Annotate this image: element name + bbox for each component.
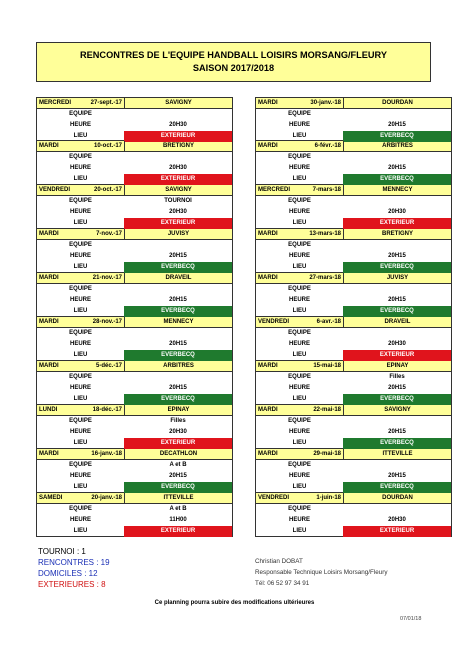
lieu-value: EVERBECQ [343, 482, 451, 493]
match-header [37, 493, 232, 504]
match-header [256, 229, 451, 240]
equipe-value [343, 460, 451, 471]
heure-row [256, 339, 451, 350]
lieu-label: LIEU [73, 484, 88, 490]
heure-label: HEURE [69, 209, 91, 215]
equipe-value [124, 240, 232, 251]
lieu-value: EXTERIEUR [343, 350, 451, 361]
heure-label: HEURE [69, 253, 91, 259]
lieu-label: LIEU [292, 220, 307, 226]
heure-row [256, 163, 451, 174]
match-opponent: ITTEVILLE [124, 493, 232, 503]
equipe-row [256, 460, 451, 471]
equipe-value: A et B [169, 506, 187, 512]
match-header [256, 493, 451, 504]
heure-label: HEURE [288, 473, 310, 479]
equipe-row [37, 240, 232, 251]
heure-row [256, 427, 451, 438]
heure-label: HEURE [69, 341, 91, 347]
lieu-value: EVERBECQ [343, 306, 451, 317]
match-header [256, 185, 451, 196]
equipe-value [124, 152, 232, 163]
match-date: 6-avr.-18 [316, 319, 341, 325]
match-header [256, 141, 451, 152]
match-header [37, 141, 232, 152]
lieu-row [37, 262, 232, 273]
match-opponent: SAVIGNY [124, 185, 232, 195]
heure-value: 20H30 [388, 341, 406, 347]
equipe-label: EQUIPE [69, 111, 92, 117]
match-opponent: MENNECY [124, 317, 232, 327]
season-title: SAISON 2017/2018 [192, 63, 275, 73]
heure-row [256, 207, 451, 218]
equipe-value [343, 328, 451, 339]
equipe-value: A et B [169, 462, 187, 468]
lieu-label: LIEU [73, 528, 88, 534]
heure-label: HEURE [288, 165, 310, 171]
match-date: 27-mars-18 [309, 275, 341, 281]
lieu-row [256, 482, 451, 493]
heure-label: HEURE [69, 517, 91, 523]
lieu-value: EVERBECQ [343, 394, 451, 405]
heure-value: 20H15 [388, 429, 406, 435]
equipe-label: EQUIPE [69, 286, 92, 292]
match-header [37, 98, 232, 109]
season-summary [38, 546, 110, 590]
match-date: 16-janv.-18 [91, 451, 122, 457]
print-date: 07/01/18 [400, 616, 422, 622]
lieu-row [37, 174, 232, 185]
equipe-row [37, 416, 232, 427]
lieu-label: LIEU [73, 308, 88, 314]
equipe-label: EQUIPE [288, 374, 311, 380]
lieu-value: EVERBECQ [124, 482, 232, 493]
match-date: 15-mai-18 [313, 363, 341, 369]
lieu-value: EVERBECQ [124, 394, 232, 405]
equipe-row [256, 109, 451, 120]
match-day: MARDI [258, 363, 278, 369]
match-header [256, 98, 451, 109]
heure-value: 11H00 [169, 517, 187, 523]
match-block [255, 229, 452, 273]
lieu-value: EXTERIEUR [124, 131, 232, 142]
match-day: VENDREDI [39, 187, 71, 193]
match-opponent: EPINAY [343, 361, 451, 371]
lieu-value: EVERBECQ [343, 438, 451, 449]
match-date: 18-déc.-17 [92, 407, 122, 413]
lieu-label: LIEU [73, 440, 88, 446]
lieu-value: EXTERIEUR [343, 526, 451, 537]
lieu-label: LIEU [73, 264, 88, 270]
lieu-value: EXTERIEUR [343, 218, 451, 229]
heure-label: HEURE [288, 341, 310, 347]
match-header [37, 185, 232, 196]
match-header [256, 449, 451, 460]
lieu-label: LIEU [292, 528, 307, 534]
lieu-row [256, 526, 451, 537]
equipe-label: EQUIPE [69, 154, 92, 160]
equipe-value: TOURNOI [164, 198, 192, 204]
heure-value: 20H30 [169, 209, 187, 215]
equipe-row [37, 504, 232, 515]
lieu-label: LIEU [73, 176, 88, 182]
equipe-label: EQUIPE [288, 154, 311, 160]
match-block [36, 229, 233, 273]
match-date: 29-mai-18 [313, 451, 341, 457]
match-day: MARDI [258, 231, 278, 237]
equipe-label: EQUIPE [288, 286, 311, 292]
lieu-row [256, 394, 451, 405]
exterieures-count: EXTERIEURES : 8 [38, 580, 106, 589]
heure-label: HEURE [69, 473, 91, 479]
lieu-row [37, 306, 232, 317]
match-day: MERCREDI [39, 100, 72, 106]
match-day: LUNDI [39, 407, 58, 413]
lieu-label: LIEU [73, 133, 88, 139]
match-block [255, 185, 452, 229]
equipe-value [343, 109, 451, 120]
match-block [255, 97, 452, 141]
heure-row [37, 295, 232, 306]
lieu-value: EVERBECQ [124, 350, 232, 361]
lieu-label: LIEU [292, 484, 307, 490]
equipe-value [343, 416, 451, 427]
lieu-row [37, 526, 232, 537]
match-block [36, 493, 233, 537]
equipe-row [37, 328, 232, 339]
match-opponent: ITTEVILLE [343, 449, 451, 459]
match-opponent: SAVIGNY [124, 98, 232, 108]
heure-value: 20H15 [388, 122, 406, 128]
equipe-label: EQUIPE [288, 330, 311, 336]
lieu-value: EXTERIEUR [124, 438, 232, 449]
match-opponent: MENNECY [343, 185, 451, 195]
heure-label: HEURE [288, 253, 310, 259]
equipe-row [256, 196, 451, 207]
equipe-row [256, 240, 451, 251]
match-date: 28-nov.-17 [92, 319, 122, 325]
heure-label: HEURE [69, 429, 91, 435]
match-block [255, 361, 452, 405]
match-opponent: JUVISY [124, 229, 232, 239]
match-day: MERCREDI [258, 187, 291, 193]
equipe-value [343, 504, 451, 515]
match-date: 10-oct.-17 [93, 143, 122, 149]
match-header [37, 361, 232, 372]
lieu-value: EVERBECQ [343, 131, 451, 142]
heure-row [256, 120, 451, 131]
heure-label: HEURE [288, 517, 310, 523]
heure-row [37, 120, 232, 131]
match-day: MARDI [258, 275, 278, 281]
rencontres-count: RENCONTRES : 19 [38, 558, 110, 567]
heure-row [256, 515, 451, 526]
lieu-label: LIEU [292, 308, 307, 314]
match-day: MARDI [258, 407, 278, 413]
equipe-row [37, 152, 232, 163]
equipe-value: Filles [389, 374, 405, 380]
lieu-row [256, 438, 451, 449]
equipe-label: EQUIPE [69, 198, 92, 204]
equipe-row [37, 109, 232, 120]
heure-row [37, 163, 232, 174]
match-block [255, 449, 452, 493]
heure-value: 20H15 [388, 473, 406, 479]
equipe-label: EQUIPE [69, 330, 92, 336]
equipe-label: EQUIPE [69, 462, 92, 468]
match-day: VENDREDI [258, 495, 290, 501]
match-date: 13-mars-18 [309, 231, 341, 237]
heure-row [37, 383, 232, 394]
tournoi-count: TOURNOI : 1 [38, 547, 86, 556]
lieu-label: LIEU [292, 176, 307, 182]
heure-label: HEURE [288, 122, 310, 128]
heure-label: HEURE [69, 385, 91, 391]
match-day: MARDI [39, 363, 59, 369]
heure-value: 20H15 [388, 297, 406, 303]
match-header [256, 361, 451, 372]
lieu-value: EXTERIEUR [124, 218, 232, 229]
equipe-value [124, 328, 232, 339]
match-day: SAMEDI [39, 495, 63, 501]
heure-value: 20H15 [169, 297, 187, 303]
match-date: 20-janv.-18 [91, 495, 122, 501]
lieu-value: EVERBECQ [124, 262, 232, 273]
lieu-value: EVERBECQ [343, 174, 451, 185]
equipe-row [37, 372, 232, 383]
lieu-row [37, 438, 232, 449]
equipe-row [37, 284, 232, 295]
heure-row [37, 251, 232, 262]
lieu-row [256, 262, 451, 273]
heure-value: 20H30 [169, 165, 187, 171]
match-opponent: DOURDAN [343, 98, 451, 108]
lieu-row [256, 174, 451, 185]
lieu-value: EXTERIEUR [124, 526, 232, 537]
lieu-row [37, 350, 232, 361]
equipe-row [256, 328, 451, 339]
equipe-label: EQUIPE [288, 111, 311, 117]
equipe-value [343, 196, 451, 207]
match-block [36, 97, 233, 141]
heure-label: HEURE [69, 165, 91, 171]
match-day: VENDREDI [258, 319, 290, 325]
match-opponent: DRAVEIL [124, 273, 232, 283]
heure-value: 20H15 [169, 341, 187, 347]
equipe-row [37, 196, 232, 207]
equipe-row [256, 372, 451, 383]
match-header [256, 317, 451, 328]
match-day: MARDI [39, 231, 59, 237]
match-opponent: DRAVEIL [343, 317, 451, 327]
match-header [37, 273, 232, 284]
heure-label: HEURE [288, 385, 310, 391]
matches-column-left [36, 97, 233, 537]
match-day: MARDI [39, 319, 59, 325]
heure-value: 20H15 [388, 165, 406, 171]
equipe-label: EQUIPE [69, 418, 92, 424]
heure-value: 20H15 [388, 385, 406, 391]
match-block [36, 317, 233, 361]
equipe-row [37, 460, 232, 471]
schedule-title-box [36, 42, 431, 82]
lieu-label: LIEU [292, 396, 307, 402]
equipe-label: EQUIPE [288, 418, 311, 424]
contact-role: Responsable Technique Loisirs Morsang/Fleury [255, 569, 388, 576]
match-block [36, 361, 233, 405]
match-block [255, 405, 452, 449]
heure-row [256, 383, 451, 394]
heure-label: HEURE [288, 209, 310, 215]
match-header [37, 449, 232, 460]
match-block [255, 141, 452, 185]
heure-row [37, 339, 232, 350]
match-header [37, 229, 232, 240]
lieu-value: EVERBECQ [124, 306, 232, 317]
match-day: MARDI [39, 275, 59, 281]
match-opponent: JUVISY [343, 273, 451, 283]
heure-value: 20H30 [169, 429, 187, 435]
match-opponent: BRETIGNY [124, 141, 232, 151]
heure-value: 20H15 [169, 385, 187, 391]
match-date: 21-nov.-17 [92, 275, 122, 281]
lieu-row [37, 482, 232, 493]
contact-block [255, 556, 388, 589]
match-block [255, 273, 452, 317]
match-block [36, 405, 233, 449]
match-date: 27-sept.-17 [90, 100, 122, 106]
lieu-row [37, 394, 232, 405]
match-day: MARDI [39, 143, 59, 149]
equipe-label: EQUIPE [69, 242, 92, 248]
match-block [255, 317, 452, 361]
heure-label: HEURE [69, 297, 91, 303]
match-date: 7-nov.-17 [96, 231, 122, 237]
match-day: MARDI [258, 100, 278, 106]
heure-row [256, 471, 451, 482]
equipe-row [256, 152, 451, 163]
match-opponent: ARBITRES [124, 361, 232, 371]
match-opponent: DECATHLON [124, 449, 232, 459]
equipe-label: EQUIPE [288, 198, 311, 204]
match-header [256, 405, 451, 416]
equipe-label: EQUIPE [288, 242, 311, 248]
heure-value: 20H30 [388, 209, 406, 215]
heure-row [37, 471, 232, 482]
lieu-label: LIEU [73, 352, 88, 358]
disclaimer-note: Ce planning pourra subire des modifications ultérieures [154, 600, 315, 606]
lieu-row [256, 350, 451, 361]
equipe-value [124, 284, 232, 295]
match-block [255, 493, 452, 537]
match-block [36, 185, 233, 229]
heure-row [37, 515, 232, 526]
equipe-value [343, 152, 451, 163]
lieu-value: EXTERIEUR [124, 174, 232, 185]
match-header [37, 317, 232, 328]
equipe-label: EQUIPE [69, 506, 92, 512]
contact-name: Christian DOBAT [255, 558, 303, 565]
heure-value: 20H15 [169, 253, 187, 259]
match-date: 30-janv.-18 [310, 100, 341, 106]
equipe-row [256, 284, 451, 295]
lieu-label: LIEU [73, 220, 88, 226]
match-opponent: SAVIGNY [343, 405, 451, 415]
contact-phone: Tél: 06 52 97 34 91 [255, 580, 310, 587]
heure-label: HEURE [69, 122, 91, 128]
match-day: MARDI [258, 143, 278, 149]
equipe-value: Filles [170, 418, 186, 424]
lieu-label: LIEU [73, 396, 88, 402]
match-date: 1-juin-18 [316, 495, 341, 501]
match-date: 6-févr.-18 [314, 143, 341, 149]
lieu-row [256, 306, 451, 317]
match-block [36, 449, 233, 493]
equipe-label: EQUIPE [69, 374, 92, 380]
match-day: MARDI [258, 451, 278, 457]
heure-row [37, 207, 232, 218]
match-opponent: BRETIGNY [343, 229, 451, 239]
equipe-row [256, 416, 451, 427]
heure-row [256, 295, 451, 306]
match-date: 22-mai-18 [313, 407, 341, 413]
match-opponent: DOURDAN [343, 493, 451, 503]
equipe-value [343, 240, 451, 251]
match-date: 7-mars-18 [312, 187, 341, 193]
equipe-label: EQUIPE [288, 506, 311, 512]
equipe-value [124, 109, 232, 120]
match-header [37, 405, 232, 416]
heure-row [37, 427, 232, 438]
match-date: 5-déc.-17 [95, 363, 122, 369]
lieu-label: LIEU [292, 264, 307, 270]
equipe-row [256, 504, 451, 515]
match-block [36, 273, 233, 317]
domiciles-count: DOMICILES : 12 [38, 569, 98, 578]
match-opponent: EPINAY [124, 405, 232, 415]
heure-row [256, 251, 451, 262]
heure-label: HEURE [288, 429, 310, 435]
heure-value: 20H15 [169, 473, 187, 479]
heure-value: 20H30 [388, 517, 406, 523]
lieu-label: LIEU [292, 440, 307, 446]
lieu-value: EVERBECQ [343, 262, 451, 273]
heure-value: 20H30 [169, 122, 187, 128]
lieu-row [256, 218, 451, 229]
match-day: MARDI [39, 451, 59, 457]
matches-column-right [255, 97, 452, 537]
heure-label: HEURE [288, 297, 310, 303]
lieu-label: LIEU [292, 352, 307, 358]
schedule-title: RENCONTRES DE L'EQUIPE HANDBALL LOISIRS MORSANG/FLEURY [80, 50, 387, 60]
match-block [36, 141, 233, 185]
equipe-value [124, 372, 232, 383]
lieu-row [37, 218, 232, 229]
equipe-label: EQUIPE [288, 462, 311, 468]
heure-value: 20H15 [388, 253, 406, 259]
equipe-value [343, 284, 451, 295]
match-date: 20-oct.-17 [93, 187, 122, 193]
lieu-label: LIEU [292, 133, 307, 139]
match-header [256, 273, 451, 284]
match-opponent: ARBITRES [343, 141, 451, 151]
